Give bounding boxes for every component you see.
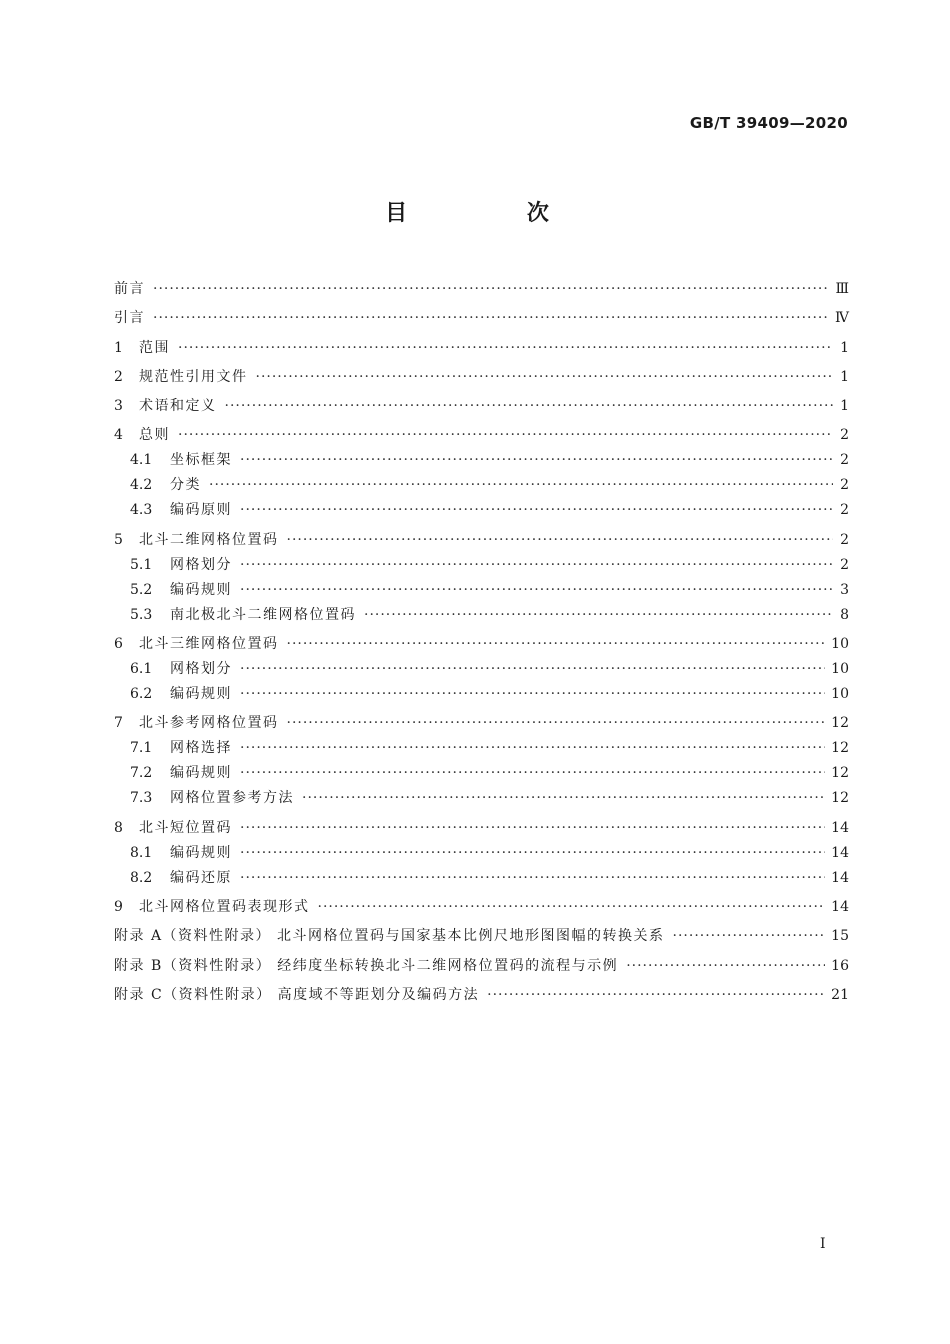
- toc-entry-page: 10: [831, 686, 849, 703]
- page-title: 目 次: [385, 201, 605, 226]
- toc-entry-number: 7.2: [130, 765, 153, 782]
- toc-entry-label: 规范性引用文件: [139, 368, 248, 385]
- toc-entry[interactable]: [114, 917, 849, 946]
- toc-entry-number: 6: [114, 636, 123, 653]
- dot-leader: [240, 555, 833, 575]
- dot-leader: [153, 308, 829, 328]
- toc-entry[interactable]: [114, 704, 849, 733]
- toc-entry-number: 1: [114, 339, 123, 356]
- toc-entry[interactable]: [114, 445, 849, 470]
- dot-leader: [225, 396, 834, 416]
- toc-entry[interactable]: [114, 976, 849, 1005]
- toc-entry-label: 附录 C（资料性附录） 高度域不等距划分及编码方法: [114, 986, 480, 1003]
- toc-entry-page: 14: [831, 844, 849, 861]
- toc-entry-number: 5.1: [130, 556, 153, 573]
- toc-entry-label: 北斗三维网格位置码: [139, 636, 279, 653]
- toc-entry-label: 坐标框架: [170, 452, 232, 469]
- dot-leader: [178, 425, 833, 445]
- toc-entry-label: 北斗参考网格位置码: [139, 715, 279, 732]
- toc-entry[interactable]: [114, 495, 849, 520]
- toc-entry[interactable]: [114, 838, 849, 863]
- toc-entry[interactable]: [114, 550, 849, 575]
- toc-entry-number: 4.1: [130, 452, 153, 469]
- toc-entry-number: 4.3: [130, 502, 153, 519]
- toc-entry[interactable]: [114, 416, 849, 445]
- toc-entry-page: 21: [831, 986, 849, 1003]
- toc-entry-page: 16: [831, 957, 849, 974]
- toc-entry-label: 网格划分: [170, 556, 232, 573]
- toc-entry[interactable]: [114, 679, 849, 704]
- toc-entry[interactable]: [114, 733, 849, 758]
- toc-entry-label: 编码规则: [170, 844, 232, 861]
- dot-leader: [240, 659, 825, 679]
- toc-entry-page: 2: [840, 427, 849, 444]
- toc-entry-page: 12: [831, 790, 849, 807]
- toc-entry-number: 4.2: [130, 477, 153, 494]
- dot-leader: [287, 634, 826, 654]
- toc-entry[interactable]: [114, 808, 849, 837]
- toc-entry-page: 14: [831, 869, 849, 886]
- toc-entry[interactable]: [114, 758, 849, 783]
- toc-entry-label: 南北极北斗二维网格位置码: [170, 606, 356, 623]
- dot-leader: [240, 738, 825, 758]
- toc-entry-number: 7.3: [130, 790, 153, 807]
- toc-entry-label: 附录 B（资料性附录） 经纬度坐标转换北斗二维网格位置码的流程与示例: [114, 957, 619, 974]
- dot-leader: [626, 956, 825, 976]
- dot-leader: [673, 926, 826, 946]
- toc-entry[interactable]: [114, 575, 849, 600]
- toc-entry-number: 8.2: [130, 869, 153, 886]
- toc-entry-page: 2: [840, 452, 849, 469]
- toc-entry-page: 1: [840, 368, 849, 385]
- toc-entry-page: 12: [831, 715, 849, 732]
- toc-entry-page: 10: [831, 661, 849, 678]
- toc-entry-page: 14: [831, 819, 849, 836]
- toc-entry-label: 引言: [114, 310, 145, 327]
- dot-leader: [153, 279, 829, 299]
- dot-leader: [287, 530, 834, 550]
- toc-entry[interactable]: [114, 888, 849, 917]
- toc-entry-page: 3: [840, 581, 849, 598]
- dot-leader: [364, 605, 833, 625]
- toc-entry[interactable]: [114, 600, 849, 625]
- toc-entry-label: 范围: [139, 339, 170, 356]
- toc-entry-page: 1: [840, 398, 849, 415]
- toc-entry-number: 8.1: [130, 844, 153, 861]
- toc-entry-number: 6.1: [130, 661, 153, 678]
- toc-entry[interactable]: [114, 299, 849, 328]
- standard-number: GB/T 39409—2020: [689, 114, 848, 132]
- toc-entry-label: 编码原则: [170, 502, 232, 519]
- toc-entry-label: 前言: [114, 281, 145, 297]
- toc-entry-page: 12: [831, 765, 849, 782]
- dot-leader: [240, 500, 833, 520]
- dot-leader: [256, 367, 834, 387]
- toc-entry-page: 2: [840, 477, 849, 494]
- toc-entry-number: 4: [114, 427, 123, 444]
- toc-entry-label: 编码还原: [170, 869, 232, 886]
- toc-entry-page: 2: [840, 531, 849, 548]
- toc-entry-label: 附录 A（资料性附录） 北斗网格位置码与国家基本比例尺地形图图幅的转换关系: [114, 928, 665, 945]
- toc-entry[interactable]: [114, 328, 849, 357]
- toc-entry-page: 15: [831, 928, 849, 945]
- toc-entry-page: Ⅳ: [835, 310, 849, 327]
- toc-entry-number: 5: [114, 531, 123, 548]
- toc-entry-page: 10: [831, 636, 849, 653]
- dot-leader: [240, 580, 833, 600]
- toc-entry-label: 分类: [170, 477, 201, 494]
- toc-entry-page: 12: [831, 740, 849, 757]
- toc-entry-page: 8: [840, 606, 849, 623]
- toc-entry-number: 8: [114, 819, 123, 836]
- dot-leader: [240, 450, 833, 470]
- toc-entry[interactable]: [114, 470, 849, 495]
- toc-entry-page: 2: [840, 502, 849, 519]
- toc-entry[interactable]: [114, 946, 849, 975]
- toc-entry-number: 2: [114, 368, 123, 385]
- toc-entry-number: 5.3: [130, 606, 153, 623]
- toc-entry-page: 2: [840, 556, 849, 573]
- dot-leader: [318, 897, 826, 917]
- toc-entry[interactable]: [114, 272, 849, 299]
- page-number: I: [820, 1236, 826, 1252]
- toc-entry-label: 北斗二维网格位置码: [139, 531, 279, 548]
- toc-entry-label: 编码规则: [170, 581, 232, 598]
- dot-leader: [240, 763, 825, 783]
- toc-entry[interactable]: [114, 520, 849, 549]
- toc-entry-label: 北斗短位置码: [139, 819, 232, 836]
- toc-entry-page: Ⅲ: [835, 281, 849, 297]
- toc-entry-number: 9: [114, 898, 123, 915]
- toc-entry-label: 网格选择: [170, 740, 232, 757]
- toc-entry[interactable]: [114, 387, 849, 416]
- toc-entry-label: 编码规则: [170, 686, 232, 703]
- toc-entry-number: 3: [114, 398, 123, 415]
- toc-entry-label: 总则: [139, 427, 170, 444]
- dot-leader: [178, 338, 833, 358]
- dot-leader: [487, 985, 825, 1005]
- toc-entry-label: 北斗网格位置码表现形式: [139, 898, 310, 915]
- toc-entry-number: 6.2: [130, 686, 153, 703]
- dot-leader: [240, 868, 825, 888]
- dot-leader: [240, 818, 825, 838]
- toc-entry-number: 7: [114, 715, 123, 732]
- toc-entry-page: 1: [840, 339, 849, 356]
- toc-entry-page: 14: [831, 898, 849, 915]
- toc-entry-label: 编码规则: [170, 765, 232, 782]
- toc-entry-label: 术语和定义: [139, 398, 217, 415]
- toc-entry-number: 5.2: [130, 581, 153, 598]
- dot-leader: [240, 843, 825, 863]
- toc-entry[interactable]: [114, 625, 849, 654]
- toc-entry[interactable]: [114, 783, 849, 808]
- dot-leader: [287, 713, 826, 733]
- table-of-contents: [114, 272, 849, 1005]
- dot-leader: [209, 475, 833, 495]
- toc-entry[interactable]: [114, 654, 849, 679]
- toc-entry[interactable]: [114, 863, 849, 888]
- toc-entry-label: 网格位置参考方法: [170, 790, 294, 807]
- dot-leader: [302, 788, 825, 808]
- toc-entry-number: 7.1: [130, 740, 153, 757]
- dot-leader: [240, 684, 825, 704]
- toc-entry-label: 网格划分: [170, 661, 232, 678]
- toc-entry[interactable]: [114, 358, 849, 387]
